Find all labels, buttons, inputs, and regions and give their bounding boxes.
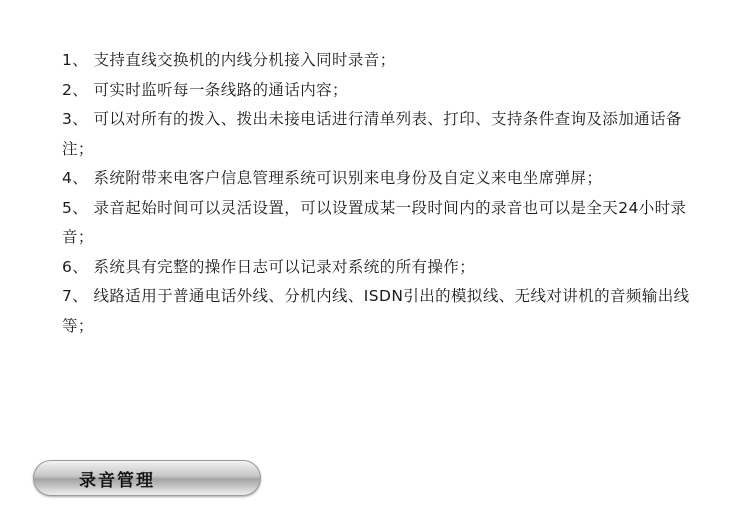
feature-list [62,46,690,341]
list-item: 1、 支持直线交换机的内线分机接入同时录音； [62,51,396,69]
list-item: 5、 录音起始时间可以灵活设置，可以设置成某一段时间内的录音也可以是全天24小时录音； [62,198,687,246]
section-banner-label: 录音管理 [79,470,155,491]
list-item: 6、 系统具有完整的操作日志可以记录对系统的所有操作； [62,257,476,276]
section-banner [33,460,261,496]
list-item: 3、 可以对所有的拨入、拨出未接电话进行清单列表、打印、支持条件查询及添加通话备注； [62,110,682,158]
list-item: 2、 可实时监听每一条线路的通话内容； [62,80,348,99]
list-item: 4、 系统附带来电客户信息管理系统可识别来电身份及自定义来电坐席弹屏； [62,169,603,187]
list-item: 7、 线路适用于普通电话外线、分机内线、ISDN引出的模拟线、无线对讲机的音频输出线等； [62,287,690,335]
